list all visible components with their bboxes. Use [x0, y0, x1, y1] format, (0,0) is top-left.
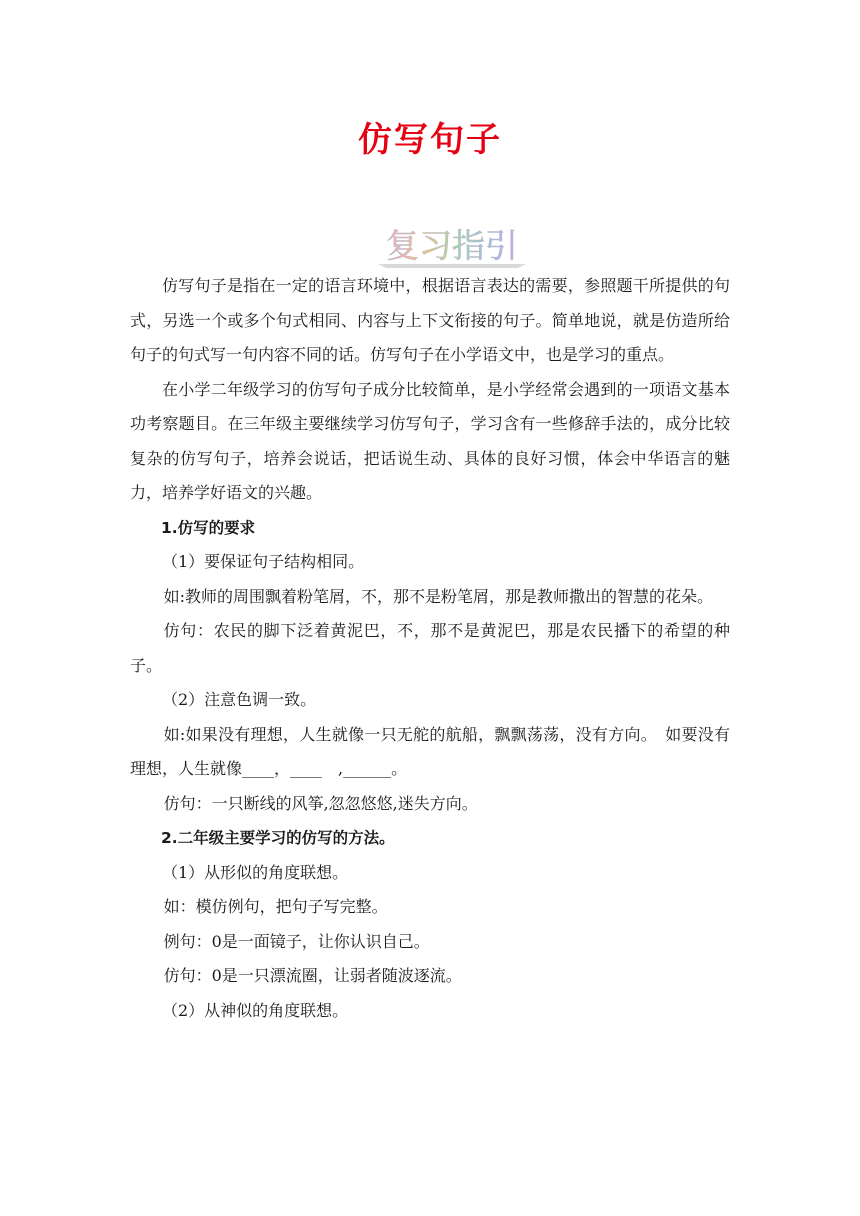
heading-grade-two-methods: 2.二年级主要学习的仿写的方法。 — [161, 829, 395, 847]
section-banner-wordart — [372, 224, 532, 268]
imitation-sentence-1: 仿句：农民的脚下泛着黄泥巴，不，那不是黄泥巴，那是农民播下的希望的种子。 — [130, 621, 730, 675]
method-item-2: （2）从神似的角度联想。 — [162, 1000, 349, 1020]
requirement-item-2: （2）注意色调一致。 — [162, 690, 317, 709]
intro-paragraph-2: 在小学二年级学习的仿写句子成分比较简单，是小学经常会遇到的一项语文基本功考察题目。在三年级主要继续学习仿写句子，学习含有一些修辞手法的，成分比较复杂的仿写句子，培养会说话，把话说生动、具体的良好习惯，体会中华语言的魅力，培养学好语文的兴趣。 — [130, 379, 730, 502]
requirement-item-1: （1）要保证句子结构相同。 — [162, 552, 365, 571]
section-banner-text: 复习指引 — [386, 226, 518, 265]
imitation-sentence-2: 仿句：一只断线的风筝,忽忽悠悠,迷失方向。 — [163, 793, 478, 813]
example-instruction-3: 如：模仿例句，把句子写完整。 — [163, 897, 388, 916]
method-item-1: （1）从形似的角度联想。 — [162, 862, 349, 882]
body-text — [130, 269, 730, 1028]
page-title: 仿写句子 — [358, 120, 502, 160]
imitation-sentence-3: 仿句：0是一只漂流圈，让弱者随波逐流。 — [163, 966, 462, 985]
example-sentence-3: 例句：0是一面镜子，让你认识自己。 — [163, 931, 430, 951]
example-sentence-1: 如:教师的周围飘着粉笔屑，不，那不是粉笔屑，那是教师撒出的智慧的花朵。 — [163, 586, 713, 606]
heading-imitation-requirements: 1.仿写的要求 — [161, 518, 256, 537]
example-sentence-2: 如:如果没有理想，人生就像一只无舵的航船，飘飘荡荡，没有方向。 如要没有理想，人生就像____，____ ,______。 — [130, 724, 730, 778]
intro-paragraph-1: 仿写句子是指在一定的语言环境中，根据语言表达的需要，参照题干所提供的句式，另选一个或多个句式相同、内容与上下文衔接的句子。简单地说，就是仿造所给句子的句式写一句内容不同的话。仿写句子在小学语文中，也是学习的重点。 — [130, 276, 730, 364]
